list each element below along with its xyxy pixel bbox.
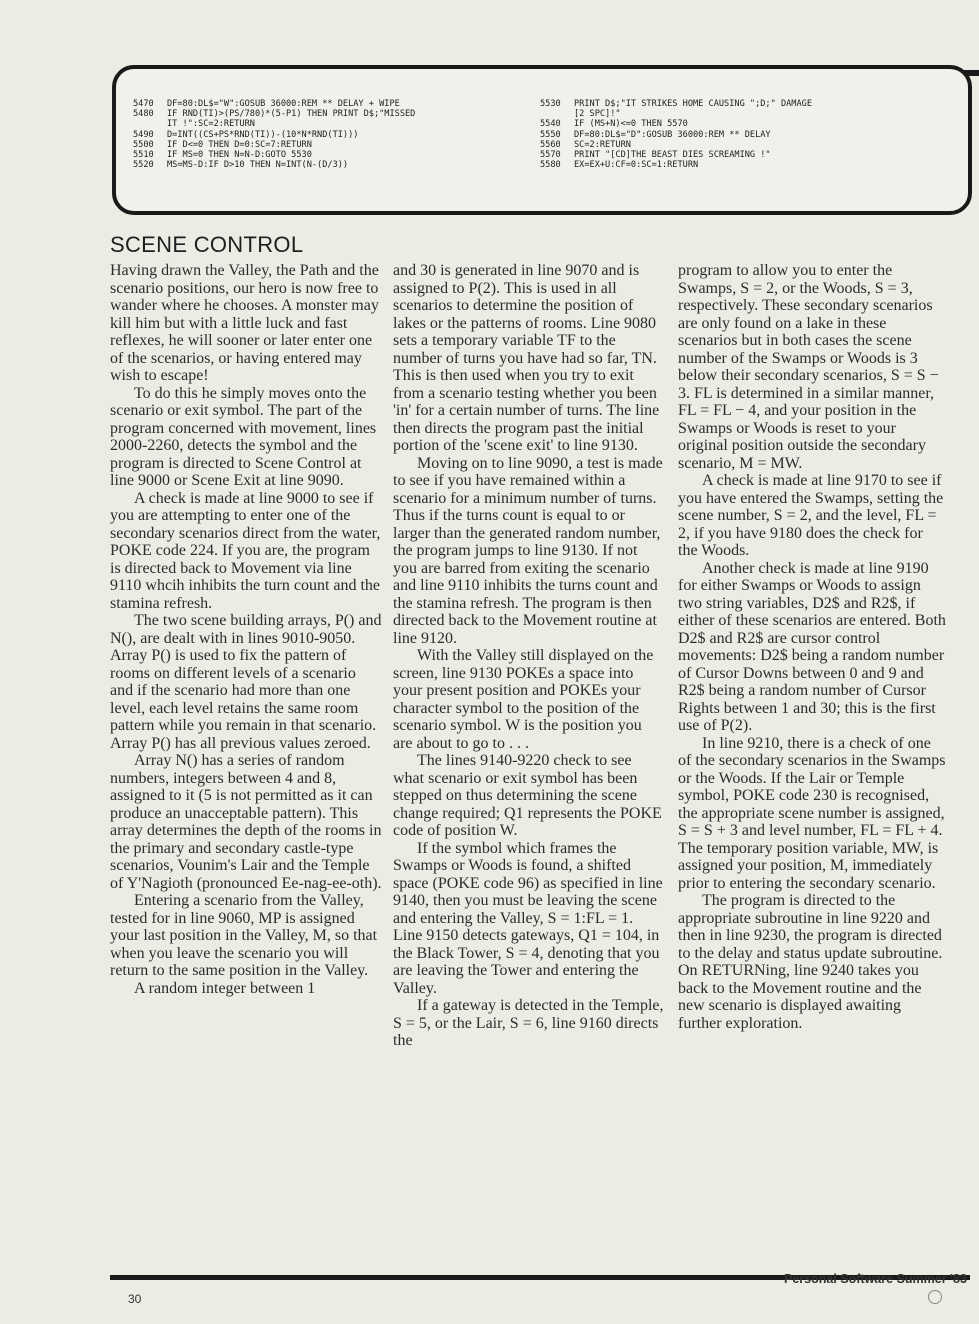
paragraph: and 30 is generated in line 9070 and is assigned to P(2). This is used in all scenarios to determine the position of lakes or the patterns of rooms. Line 9080 sets a temporary variable TF to the number of turns you have had so far, TN. This is then used when you try to exit from a scenario testing whether you been 'in' for a certain number of turns. The line then directs the program past the initial portion of the 'scene exit' to line 9130.	[393, 262, 660, 454]
line-number: 5570	[540, 150, 561, 161]
code-text: IF RND(TI)>(PS/780)*(5-P1) THEN PRINT D$;"MISSED	[167, 109, 416, 120]
code-text: MS=MS-D:IF D>10 THEN N=INT(N-(D/3))	[167, 160, 349, 171]
line-number: 5520	[133, 160, 154, 171]
paragraph: The two scene building arrays, P() and N(), are dealt with in lines 9010-9050. Array P() is used to fix the pattern of rooms on different levels of a scenario and if the scenario had more than one level, each level retains the same room pattern while you remain in that scenario. Array P() has all previous values zeroed.	[110, 612, 382, 752]
paragraph: A check is made at line 9000 to see if you are attempting to enter one of the secondary scenarios direct from the water, POKE code 224. If you are, the program is directed back to Movement via line 9110 whcih inhibits the turn count and the stamina refresh.	[110, 489, 381, 612]
line-number	[133, 119, 167, 129]
line-number: 5540	[540, 119, 561, 130]
code-listing-left	[133, 99, 523, 170]
code-text: [2 SPC]!"	[574, 109, 621, 120]
code-line	[540, 99, 900, 109]
code-text: IF (MS+N)<=0 THEN 5570	[574, 119, 688, 130]
paragraph: Entering a scenario from the Valley, tested for in line 9060, MP is assigned your last position in the Valley, M, so that when you leave the scenario you will return to the same position in the Valley.	[110, 892, 378, 979]
code-line	[133, 119, 523, 129]
code-line	[540, 109, 900, 119]
article-column-3	[678, 262, 946, 1032]
paragraph: The lines 9140-9220 check to see what scenario or exit symbol has been stepped on thus determining the scene change required; Q1 represents the POKE code of position W.	[393, 752, 662, 839]
line-number: 5550	[540, 129, 561, 140]
code-line	[133, 160, 523, 170]
paragraph: Having drawn the Valley, the Path and the scenario positions, our hero is now free to wander where he chooses. A monster may kill him but with a little luck and fast reflexes, he will sooner or later enter one of the scenarios, or having entered may wish to escape!	[110, 262, 379, 384]
paragraph: In line 9210, there is a check of one of the secondary scenarios in the Swamps or the Woods. If the Lair or Temple symbol, POKE code 230 is recognised, the appropriate scene number is assigned, S = S + 3 and level number, FL = FL + 4. The temporary position variable, MW, is assigned your position, M, immediately prior to entering the secondary scenario.	[678, 734, 946, 892]
code-line	[540, 140, 900, 150]
code-text: IT !":SC=2:RETURN	[167, 119, 255, 130]
paragraph: With the Valley still displayed on the screen, line 9130 POKEs a space into your present position and POKEs your character symbol to the position of the scenario symbol. W is the position you are about to go to . . .	[393, 647, 654, 752]
article-column-1	[110, 262, 382, 997]
code-text: PRINT "[CD]THE BEAST DIES SCREAMING !"	[574, 150, 771, 161]
code-text: PRINT D$;"IT STRIKES HOME CAUSING ";D;" DAMAGE	[574, 99, 812, 109]
punch-hole-icon	[928, 1290, 942, 1304]
paragraph: program to allow you to enter the Swamps, S = 2, or the Woods, S = 3, respectively. These secondary scenarios are only found on a lake in these scenarios but in both cases the scene number of the Swamps or Woods is 3 below their secondary scenarios, S = S − 3. FL is determined in a similar manner, FL = FL − 4, and your position in the Swamps or Woods is reset to your original position outside the secondary scenario, M = MW.	[678, 262, 939, 472]
code-text: DF=80:DL$="W":GOSUB 36000:REM ** DELAY + WIPE	[167, 99, 400, 109]
code-text: DF=80:DL$="D":GOSUB 36000:REM ** DELAY	[574, 129, 771, 140]
code-text: D=INT((CS+PS*RND(TI))-(10*N*RND(TI)))	[167, 129, 359, 140]
magazine-title: Personal Software Summer '83	[784, 1272, 967, 1286]
article-column-2	[393, 262, 665, 1050]
code-text: IF MS=0 THEN N=N-D:GOTO 5530	[167, 150, 312, 161]
code-listing-box	[112, 65, 972, 215]
line-number: 5500	[133, 139, 154, 150]
paragraph: Array N() has a series of random numbers, integers between 4 and 8, assigned to it (5 is not permitted as it can produce an unacceptable pattern). This array determines the depth of the rooms in the primary and secondary castle-type scenarios, Vounim's Lair and the Temple of Y'Nagioth (pronounced Ee-nag-ee-oth).	[110, 752, 382, 892]
paragraph: If a gateway is detected in the Temple, S = 5, or the Lair, S = 6, line 9160 directs the	[393, 997, 664, 1049]
code-listing-right	[540, 99, 900, 170]
paragraph: Moving on to line 9090, a test is made to see if you have remained within a scenario for a minimum number of turns. Thus if the turns count is equal to or larger than the generated random number, the program jumps to line 9130. If not you are barred from exiting the scenario and line 9110 inhibits the turns count and the stamina refresh. The program is then directed back to the Movement routine at line 9120.	[393, 454, 663, 647]
line-number: 5490	[133, 129, 154, 140]
code-line	[133, 140, 523, 150]
line-number: 5560	[540, 139, 561, 150]
code-line	[133, 130, 523, 140]
paragraph: To do this he simply moves onto the scenario or exit symbol. The part of the program concerned with movement, lines 2000-2260, detects the symbol and the program is directed to Scene Control at line 9000 or Scene Exit at line 9090.	[110, 384, 377, 489]
line-number: 5480	[133, 109, 154, 120]
code-line	[133, 150, 523, 160]
code-text: IF D<=0 THEN D=0:SC=7:RETURN	[167, 139, 312, 150]
code-line	[133, 109, 523, 119]
paragraph: Another check is made at line 9190 for either Swamps or Woods to assign two string variables, D2$ and R2$, if either of these scenarios are entered. Both D2$ and R2$ are cursor control movements: D2$ being a random number of Cursor Downs between 0 and 9 and R2$ being a random number of Cursor Rights between 1 and 30; this is the first use of P(2).	[678, 559, 946, 734]
code-line	[540, 119, 900, 129]
code-text: SC=2:RETURN	[574, 139, 631, 150]
line-number	[540, 109, 574, 119]
paragraph: A random integer between 1	[134, 979, 316, 997]
line-number: 5530	[540, 99, 561, 109]
line-number: 5580	[540, 160, 561, 171]
code-line	[540, 130, 900, 140]
paragraph: The program is directed to the appropriate subroutine in line 9220 and then in line 9230, the program is directed to the delay and status update subroutine. On RETURNing, line 9240 takes you back to the Movement routine and the new scenario is displayed awaiting further exploration.	[678, 892, 943, 1032]
line-number: 5510	[133, 150, 154, 161]
code-line	[133, 99, 523, 109]
paragraph: If the symbol which frames the Swamps or Woods is found, a shifted space (POKE code 96) as specified in line 9140, then you must be leaving the scene and entering the Valley, S = 1:FL = 1. Line 9150 detects gateways, Q1 = 104, in the Black Tower, S = 4, denoting that you are leaving the Tower and entering the Valley.	[393, 839, 663, 997]
code-line	[540, 150, 900, 160]
section-heading: SCENE CONTROL	[110, 232, 304, 257]
line-number: 5470	[133, 99, 154, 109]
code-line	[540, 160, 900, 170]
page-number: 30	[128, 1292, 142, 1306]
paragraph: A check is made at line 9170 to see if you have entered the Swamps, setting the scene number, S = 2, and the level, FL = 2, if you have 9180 does the check for the Woods.	[678, 472, 944, 559]
code-text: EX=EX+U:CF=0:SC=1:RETURN	[574, 160, 699, 171]
